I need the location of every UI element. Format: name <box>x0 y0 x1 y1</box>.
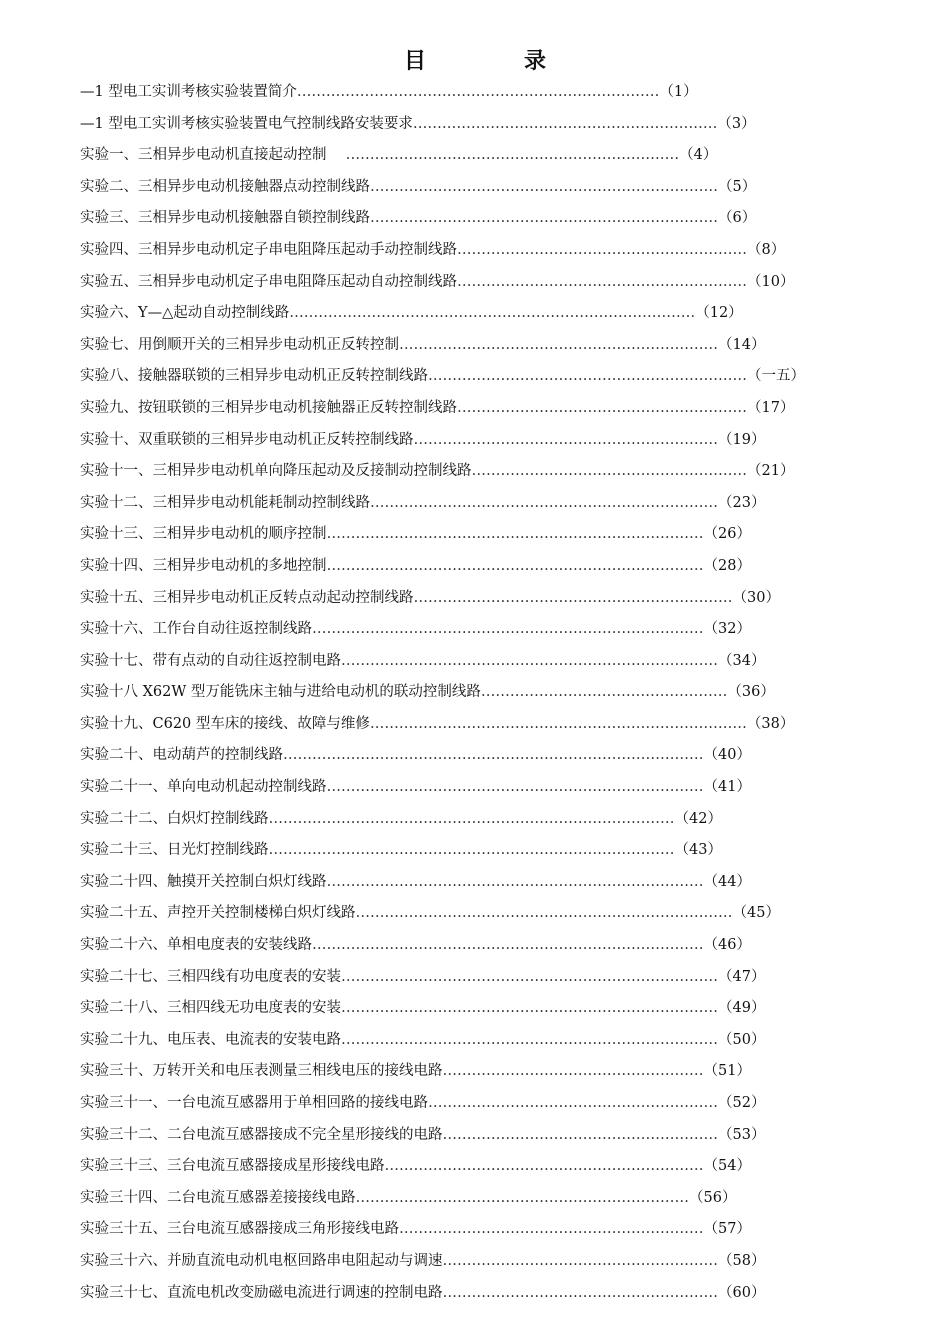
toc-page-number: （34） <box>718 652 766 669</box>
toc-entry[interactable] <box>80 709 870 741</box>
toc-entry-label: 实验二十四、触摸开关控制白炽灯线路 <box>80 873 327 890</box>
toc-page-number: （49） <box>718 1000 766 1017</box>
toc-page-number: （12） <box>695 305 743 322</box>
toc-page-number: （1） <box>659 84 698 100</box>
toc-entry[interactable] <box>80 1088 870 1120</box>
toc-entry-label: 实验九、按钮联锁的三相异步电动机接触器正反转控制线路 <box>80 399 457 416</box>
toc-entry-label: 实验二十六、单相电度表的安装线路 <box>80 937 312 954</box>
toc-page-number: （8） <box>747 241 786 258</box>
toc-entry[interactable] <box>80 677 870 709</box>
toc-leader-dots: …………………………………………………………………… <box>341 652 718 669</box>
toc-entry[interactable] <box>80 1214 870 1246</box>
toc-leader-dots: …………………………………………………………… <box>345 147 680 164</box>
toc-entry-label: 实验三十三、三台电流互感器接成星形接线电路 <box>80 1158 385 1175</box>
toc-page-number: （40） <box>703 747 751 764</box>
toc-page-number: （19） <box>718 431 766 448</box>
toc-entry-label: 实验二十三、日光灯控制线路 <box>80 842 269 859</box>
toc-entry-label: 实验二十七、三相四线有功电度表的安装 <box>80 968 341 985</box>
toc-leader-dots: ………………………………………………… <box>471 463 747 480</box>
toc-leader-dots: ………………………………………………… <box>442 1284 718 1301</box>
toc-leader-dots: ………………………………………………… <box>442 1252 718 1269</box>
toc-entry-label: 实验二十八、三相四线无功电度表的安装 <box>80 1000 341 1017</box>
toc-entry[interactable] <box>80 898 870 930</box>
toc-page-number: （5） <box>718 178 757 195</box>
toc-entry[interactable] <box>80 551 870 583</box>
toc-entry-label: 实验三十、万转开关和电压表测量三相线电压的接线电路 <box>80 1063 443 1080</box>
toc-leader-dots: ………………………………………………… <box>442 1126 718 1143</box>
toc-entry-label: 实验四、三相异步电动机定子串电阻降压起动手动控制线路 <box>80 241 457 258</box>
toc-leader-dots: ………………………………………………………… <box>413 589 733 606</box>
toc-entry-label: 实验三十五、三台电流互感器接成三角形接线电路 <box>80 1221 399 1238</box>
toc-leader-dots: …………………………………………………………………… <box>326 526 704 543</box>
toc-leader-dots: ………………………………………………………………………… <box>268 810 675 827</box>
toc-leader-dots: …………………………………………………… <box>457 399 747 416</box>
toc-entry[interactable] <box>80 614 870 646</box>
toc-entry[interactable] <box>80 519 870 551</box>
toc-leader-dots: …………………………………………………… <box>457 241 747 258</box>
toc-entry-label: 实验十一、三相异步电动机单向降压起动及反接制动控制线路 <box>80 463 472 480</box>
title-char-right: 录 <box>524 49 547 74</box>
toc-leader-dots: …………………………………………………………………… <box>326 779 704 796</box>
toc-entry[interactable] <box>80 456 870 488</box>
toc-leader-dots: ……………………………………………………………………… <box>312 621 704 638</box>
toc-entry[interactable] <box>80 393 870 425</box>
toc-page-number: （43） <box>674 842 722 859</box>
toc-entry[interactable] <box>80 804 870 836</box>
toc-entry[interactable] <box>80 330 870 362</box>
toc-leader-dots: ………………………………………………………………………… <box>268 842 675 859</box>
toc-page-number: （51） <box>703 1063 751 1080</box>
toc-page-number: （14） <box>718 336 766 353</box>
toc-entry-label: 实验十九、C620 型车床的接线、故障与维修 <box>80 715 370 732</box>
toc-leader-dots: …………………………………………… <box>480 684 728 701</box>
toc-entry[interactable] <box>80 835 870 867</box>
toc-list <box>80 77 870 1309</box>
toc-entry[interactable] <box>80 235 870 267</box>
toc-entry-label: 实验十八 X62W 型万能铣床主轴与进给电动机的联动控制线路 <box>80 684 481 701</box>
toc-leader-dots: …………………………………………………………………… <box>341 968 718 985</box>
toc-entry[interactable] <box>80 488 870 520</box>
toc-leader-dots: …………………………………………………………………… <box>355 905 733 922</box>
toc-page-number: （54） <box>703 1158 751 1175</box>
toc-entry[interactable] <box>80 583 870 615</box>
toc-leader-dots: ………………………………………………………… <box>428 368 747 385</box>
toc-entry-label: 实验十三、三相异步电动机的顺序控制 <box>80 526 327 543</box>
toc-leader-dots: ………………………………………………………… <box>384 1158 704 1175</box>
toc-leader-dots: ………………………………………………………………………… <box>289 305 696 322</box>
toc-entry-label: 实验三十七、直流电机改变励磁电流进行调速的控制电路 <box>80 1284 443 1301</box>
toc-page-number: （45） <box>732 905 780 922</box>
toc-leader-dots: …………………………………………………… <box>457 273 747 290</box>
toc-leader-dots: ……………………………………………………………… <box>370 494 718 511</box>
toc-page-number: （57） <box>703 1221 751 1238</box>
toc-page-number: （一五） <box>747 368 805 385</box>
toc-entry[interactable] <box>80 109 870 141</box>
toc-entry-label: 实验七、用倒顺开关的三相异步电动机正反转控制 <box>80 336 399 353</box>
toc-entry-label: 实验十四、三相异步电动机的多地控制 <box>80 557 327 574</box>
toc-page-number: （47） <box>718 968 766 985</box>
toc-leader-dots: …………………………………………………………………… <box>326 557 704 574</box>
toc-entry-label: 实验十五、三相异步电动机正反转点动起动控制线路 <box>80 589 414 606</box>
toc-page-number: （6） <box>718 210 757 227</box>
toc-entry-label: 实验十、双重联锁的三相异步电动机正反转控制线路 <box>80 431 414 448</box>
title-char-left: 目 <box>403 49 426 74</box>
toc-leader-dots: …………………………………………………………… <box>355 1189 689 1206</box>
toc-page-number: （41） <box>703 779 751 796</box>
page-title <box>0 44 950 75</box>
toc-page-number: （46） <box>703 937 751 954</box>
toc-entry[interactable] <box>80 993 870 1025</box>
toc-leader-dots: ……………………………………………………………… <box>370 178 718 195</box>
toc-entry-label: 实验三十二、二台电流互感器接成不完全星形接线的电路 <box>80 1126 443 1143</box>
toc-page-number: （17） <box>747 399 795 416</box>
toc-page-number: （3） <box>717 115 756 132</box>
toc-page-number: （60） <box>718 1284 766 1301</box>
toc-leader-dots: …………………………………………………………………………… <box>283 747 704 764</box>
toc-entry[interactable] <box>80 772 870 804</box>
toc-page-number: （53） <box>718 1126 766 1143</box>
toc-entry[interactable] <box>80 646 870 678</box>
toc-entry[interactable] <box>80 1151 870 1183</box>
toc-entry[interactable] <box>80 930 870 962</box>
toc-page-number: （23） <box>718 494 766 511</box>
toc-leader-dots: ……………………………………………………… <box>412 115 718 132</box>
toc-leader-dots: …………………………………………………… <box>428 1095 718 1111</box>
toc-entry-label: 实验二十五、声控开关控制楼梯白炽灯线路 <box>80 905 356 922</box>
toc-page-number: （44） <box>703 873 751 890</box>
toc-leader-dots: ……………………………………………………… <box>413 431 718 448</box>
toc-page-number: （30） <box>732 589 780 606</box>
toc-leader-dots: …………………………………………………………………… <box>341 1031 718 1048</box>
toc-leader-dots: …………………………………………………………………… <box>369 715 747 732</box>
toc-page-number: （28） <box>703 557 751 574</box>
toc-entry[interactable] <box>80 298 870 330</box>
toc-entry[interactable] <box>80 1025 870 1057</box>
toc-entry-label: 实验十六、工作台自动往返控制线路 <box>80 621 312 638</box>
toc-page-number: （21） <box>747 463 795 480</box>
toc-entry-label: 实验二十一、单向电动机起动控制线路 <box>80 779 327 796</box>
toc-page-number: （58） <box>718 1252 766 1269</box>
toc-entry-label: 实验三十一、一台电流互感器用于单相回路的接线电路 <box>80 1095 428 1111</box>
toc-page-number: （52） <box>718 1095 766 1111</box>
toc-entry-label: 实验一、三相异步电动机直接起动控制 <box>80 147 346 164</box>
toc-entry[interactable] <box>80 867 870 899</box>
toc-page-number: （36） <box>727 684 775 701</box>
toc-entry-label: 实验三十四、二台电流互感器差接接线电路 <box>80 1189 356 1206</box>
toc-entry[interactable] <box>80 267 870 299</box>
toc-leader-dots: ……………………………………………………………………… <box>312 937 704 954</box>
toc-entry-label: 实验三十六、并励直流电动机电枢回路串电阻起动与调速 <box>80 1252 443 1269</box>
toc-page-number: （38） <box>746 715 795 732</box>
toc-entry[interactable] <box>80 77 870 109</box>
toc-page-number: （42） <box>674 810 722 827</box>
toc-leader-dots: ……………………………………………………………… <box>370 210 718 227</box>
toc-page-number: （4） <box>679 147 718 164</box>
toc-entry-label: 实验二十九、电压表、电流表的安装电路 <box>80 1031 341 1048</box>
toc-entry[interactable] <box>80 361 870 393</box>
toc-entry-label: 实验五、三相异步电动机定子串电阻降压起动自动控制线路 <box>80 273 457 290</box>
toc-entry-label: 实验二、三相异步电动机接触器点动控制线路 <box>80 178 370 195</box>
toc-leader-dots: …………………………………………………………………… <box>326 873 704 890</box>
toc-page-number: （50） <box>718 1031 766 1048</box>
toc-leader-dots: ………………………………………………………… <box>399 336 718 353</box>
toc-entry-label: 实验三、三相异步电动机接触器自锁控制线路 <box>80 210 370 227</box>
toc-entry-label: —1 型电工实训考核实验装置简介 <box>80 84 297 100</box>
toc-entry[interactable] <box>80 1278 870 1310</box>
toc-entry[interactable] <box>80 203 870 235</box>
toc-leader-dots: ………………………………………………………………… <box>296 84 660 100</box>
toc-entry-label: —1 型电工实训考核实验装置电气控制线路安装要求 <box>80 115 413 132</box>
toc-entry-label: 实验二十二、白炽灯控制线路 <box>80 810 269 827</box>
toc-page-number: （56） <box>689 1189 737 1206</box>
toc-leader-dots: ……………………………………………… <box>442 1063 704 1080</box>
toc-entry-label: 实验二十、电动葫芦的控制线路 <box>80 747 283 764</box>
toc-entry-label: 实验六、Y—△起动自动控制线路 <box>80 305 290 322</box>
toc-leader-dots: …………………………………………………………………… <box>341 1000 718 1017</box>
toc-entry[interactable] <box>80 1183 870 1215</box>
toc-entry[interactable] <box>80 1246 870 1278</box>
toc-entry-label: 实验十二、三相异步电动机能耗制动控制线路 <box>80 494 370 511</box>
toc-page-number: （10） <box>747 273 795 290</box>
toc-entry-label: 实验八、接触器联锁的三相异步电动机正反转控制线路 <box>80 368 428 385</box>
toc-page-number: （32） <box>703 621 751 638</box>
toc-entry[interactable] <box>80 425 870 457</box>
toc-entry[interactable] <box>80 140 870 172</box>
toc-entry-label: 实验十七、带有点动的自动往返控制电路 <box>80 652 341 669</box>
toc-page-number: （26） <box>703 526 751 543</box>
toc-entry[interactable] <box>80 172 870 204</box>
toc-entry[interactable] <box>80 962 870 994</box>
toc-entry[interactable] <box>80 740 870 772</box>
toc-entry[interactable] <box>80 1056 870 1088</box>
toc-leader-dots: ……………………………………………………… <box>399 1221 704 1238</box>
toc-entry[interactable] <box>80 1120 870 1152</box>
